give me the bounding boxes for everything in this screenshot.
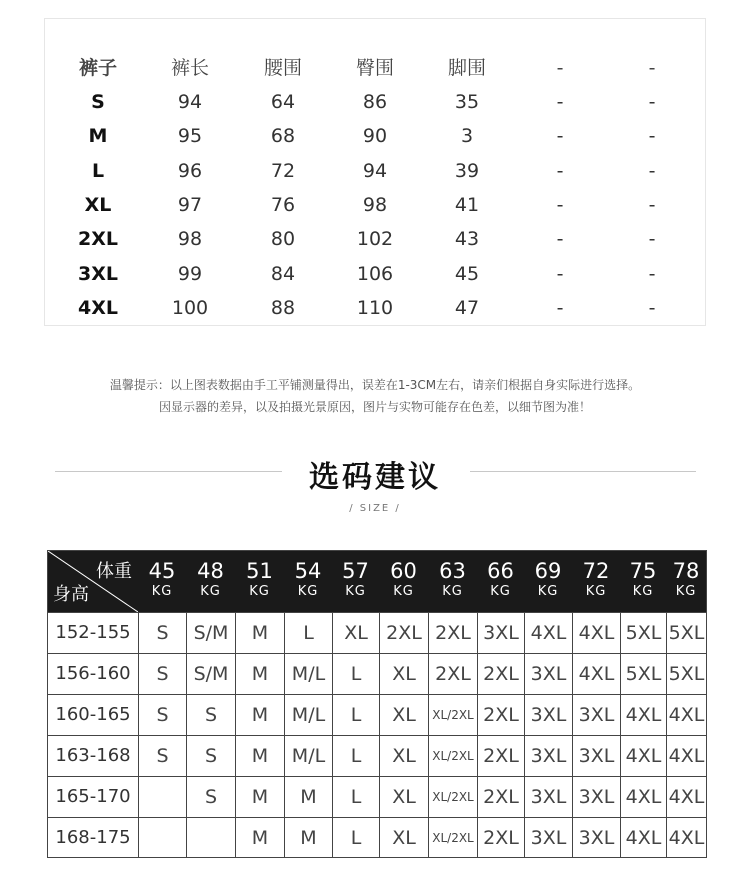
size-cell: 3XL (524, 695, 572, 735)
weight-column-header (186, 551, 235, 612)
size-cell (138, 818, 186, 858)
measure-cell: 97 (177, 193, 203, 216)
size-cell: S (138, 695, 186, 735)
weight-value: 63 (439, 559, 466, 583)
weight-value: 45 (148, 559, 176, 583)
measure-cell: 94 (362, 159, 388, 182)
size-cell: 5XL (620, 654, 666, 694)
measure-cell: 80 (270, 228, 296, 251)
measure-cell: 84 (270, 262, 296, 285)
size-cell: M (284, 777, 332, 817)
size-cell: 3XL (572, 818, 620, 858)
size-cell: 3XL (572, 736, 620, 776)
weight-unit: KG (200, 584, 221, 599)
measure-cell: - (648, 193, 656, 216)
weight-value: 75 (629, 559, 657, 583)
measure-cell: - (648, 228, 656, 251)
measure-cell: 86 (362, 91, 388, 113)
weight-unit: KG (345, 584, 366, 599)
weight-column-header (572, 551, 620, 612)
size-cell: L (332, 695, 379, 735)
corner-cell (48, 551, 138, 612)
size-cell: 2XL (428, 654, 477, 694)
measure-cell: 96 (177, 159, 203, 182)
size-cell: XL (332, 613, 379, 653)
measure-header-cell: 臀围 (355, 57, 394, 79)
size-cell: 3XL (524, 777, 572, 817)
size-cell: 3XL (524, 818, 572, 858)
size-cell: XL (379, 736, 428, 776)
size-cell: 2XL (477, 736, 524, 776)
corner-weight-label: 体重 (96, 561, 132, 582)
corner-height-label: 身高 (53, 584, 89, 605)
size-cell: 2XL (477, 818, 524, 858)
size-cell: 3XL (572, 777, 620, 817)
size-grid-row (48, 817, 706, 858)
measure-cell: 88 (270, 296, 296, 319)
weight-unit: KG (151, 584, 173, 599)
weight-column-header (284, 551, 332, 612)
measure-header-cell: 裤长 (170, 57, 209, 79)
size-cell: M (235, 736, 284, 776)
weight-unit: KG (490, 584, 511, 599)
measure-header-cell: - (556, 57, 564, 79)
size-cell: 3XL (524, 654, 572, 694)
measure-cell: - (648, 159, 656, 182)
measure-row (45, 257, 705, 291)
size-cell: S (186, 695, 235, 735)
measure-row (45, 291, 705, 325)
weight-unit: KG (675, 584, 697, 599)
measure-cell: - (556, 296, 564, 319)
measure-cell: - (556, 262, 564, 285)
measure-cell: 99 (177, 262, 203, 285)
measure-cell: - (556, 228, 564, 251)
size-cell: S (186, 736, 235, 776)
measure-cell: - (556, 91, 564, 113)
weight-value: 66 (487, 559, 514, 583)
measure-cell: 47 (454, 296, 480, 319)
size-cell (138, 777, 186, 817)
size-cell: 4XL (620, 695, 666, 735)
size-cell: M/L (284, 736, 332, 776)
size-cell: M (235, 777, 284, 817)
weight-column-header (379, 551, 428, 612)
weight-unit: KG (393, 584, 414, 599)
height-range-cell: 152-155 (55, 622, 131, 643)
measure-header-cell: 裤子 (78, 57, 117, 79)
size-cell: XL (379, 654, 428, 694)
measure-cell: - (556, 125, 564, 148)
weight-unit: KG (537, 584, 559, 599)
size-cell: 2XL (477, 695, 524, 735)
measure-header-cell: - (648, 57, 656, 79)
measure-cell: 2XL (78, 228, 118, 251)
height-range-cell: 156-160 (55, 663, 131, 684)
size-cell: S (186, 777, 235, 817)
measure-cell: 110 (356, 296, 394, 319)
measure-cell: XL (84, 193, 112, 216)
size-cell (186, 818, 235, 858)
size-cell: L (332, 777, 379, 817)
size-cell: XL/2XL (428, 777, 477, 817)
weight-value: 51 (246, 559, 273, 583)
measure-row (45, 222, 705, 256)
weight-value: 57 (342, 559, 369, 583)
tip-line-1: 温馨提示：以上图表数据由手工平铺测量得出，误差在1-3CM左右，请亲们根据自身实际进行选择。 (109, 378, 641, 392)
weight-unit: KG (585, 584, 607, 599)
size-cell: M/L (284, 695, 332, 735)
measure-cell: 98 (177, 228, 203, 251)
measure-cell: - (648, 91, 656, 113)
section-subtitle: / SIZE / (349, 503, 401, 514)
size-cell: L (332, 736, 379, 776)
measure-row (45, 188, 705, 222)
size-cell: S/M (186, 613, 235, 653)
weight-value: 72 (582, 559, 610, 583)
weight-header-row (48, 551, 706, 612)
size-cell: 4XL (666, 736, 706, 776)
size-grid-row (48, 653, 706, 694)
height-range-cell: 163-168 (55, 745, 131, 766)
measure-cell: 106 (356, 262, 394, 285)
size-cell: 4XL (666, 695, 706, 735)
measure-cell: 64 (270, 91, 296, 113)
size-cell: S (138, 654, 186, 694)
measure-header-cell: 脚围 (447, 57, 486, 79)
measure-cell: 3 (460, 125, 474, 148)
size-grid-row (48, 694, 706, 735)
weight-column-header (524, 551, 572, 612)
weight-unit: KG (442, 584, 463, 599)
measure-cell: 3XL (78, 262, 118, 285)
measure-cell: 94 (177, 91, 203, 113)
size-cell: XL (379, 695, 428, 735)
measure-cell: 4XL (78, 296, 118, 319)
size-cell: 2XL (428, 613, 477, 653)
size-cell: 3XL (572, 695, 620, 735)
size-cell: M (235, 613, 284, 653)
weight-value: 48 (197, 559, 224, 583)
measure-cell: 95 (177, 125, 203, 148)
weight-unit: KG (297, 584, 319, 599)
size-recommendation-grid (47, 550, 707, 858)
measure-cell: 100 (171, 296, 209, 319)
measure-cell: 68 (270, 125, 296, 148)
weight-value: 78 (672, 559, 700, 583)
measure-cell: 90 (362, 125, 388, 148)
size-cell: 4XL (524, 613, 572, 653)
measure-row (45, 85, 705, 119)
tip-line-2: 因显示器的差异，以及拍摄光景原因，图片与实物可能存在色差，以细节图为准！ (158, 400, 591, 414)
size-grid-row (48, 612, 706, 653)
section-title: 选码建议 (309, 460, 441, 495)
weight-value: 60 (390, 559, 417, 583)
measure-cell: M (88, 125, 108, 148)
size-cell: XL (379, 777, 428, 817)
size-cell: S/M (186, 654, 235, 694)
measure-cell: L (91, 159, 105, 182)
measure-row (45, 154, 705, 188)
measure-cell: 35 (454, 91, 480, 113)
size-cell: L (284, 613, 332, 653)
weight-value: 54 (294, 559, 322, 583)
measure-row (45, 119, 705, 153)
measure-cell: 102 (356, 228, 394, 251)
size-cell: M/L (284, 654, 332, 694)
size-cell: 5XL (620, 613, 666, 653)
size-cell: S (138, 736, 186, 776)
size-cell: M (235, 654, 284, 694)
size-cell: M (284, 818, 332, 858)
size-cell: S (138, 613, 186, 653)
measure-cell: 98 (362, 193, 388, 216)
size-cell: XL/2XL (428, 695, 477, 735)
height-range-cell: 168-175 (55, 827, 131, 848)
size-cell: 3XL (524, 736, 572, 776)
measure-header-cell: 腰围 (263, 57, 302, 79)
weight-column-header (138, 551, 186, 612)
size-cell: L (332, 818, 379, 858)
size-cell: 5XL (666, 613, 706, 653)
measure-cell: 43 (454, 228, 480, 251)
weight-unit: KG (249, 584, 270, 599)
weight-column-header (332, 551, 379, 612)
measure-cell: 41 (454, 193, 480, 216)
measure-cell: - (556, 159, 564, 182)
measurement-table (44, 18, 706, 326)
height-range-cell: 160-165 (55, 704, 131, 725)
measure-cell: - (648, 296, 656, 319)
size-cell: 4XL (620, 777, 666, 817)
size-cell: 4XL (666, 818, 706, 858)
size-cell: 4XL (620, 736, 666, 776)
size-cell: 2XL (379, 613, 428, 653)
measure-cell: - (648, 125, 656, 148)
measure-cell: - (556, 193, 564, 216)
size-cell: M (235, 818, 284, 858)
size-cell: XL/2XL (428, 736, 477, 776)
size-cell: 2XL (477, 654, 524, 694)
measure-cell: - (648, 262, 656, 285)
size-cell: 3XL (477, 613, 524, 653)
weight-column-header (477, 551, 524, 612)
weight-column-header (235, 551, 284, 612)
measure-cell: 39 (454, 159, 480, 182)
measure-cell: 72 (270, 159, 296, 182)
weight-column-header (666, 551, 706, 612)
size-cell: 4XL (572, 613, 620, 653)
size-grid-row (48, 776, 706, 817)
size-cell: 5XL (666, 654, 706, 694)
height-range-cell: 165-170 (55, 786, 131, 807)
size-cell: XL (379, 818, 428, 858)
size-cell: 4XL (666, 777, 706, 817)
weight-column-header (620, 551, 666, 612)
size-grid-row (48, 735, 706, 776)
measure-header-row (45, 51, 705, 85)
measure-cell: 45 (454, 262, 480, 285)
size-cell: 4XL (620, 818, 666, 858)
size-cell: 4XL (572, 654, 620, 694)
size-cell: M (235, 695, 284, 735)
weight-column-header (428, 551, 477, 612)
weight-value: 69 (534, 559, 562, 583)
size-cell: 2XL (477, 777, 524, 817)
measure-cell: S (91, 91, 105, 113)
size-cell: L (332, 654, 379, 694)
weight-unit: KG (632, 584, 654, 599)
size-cell: XL/2XL (428, 818, 477, 858)
measure-cell: 76 (270, 193, 296, 216)
